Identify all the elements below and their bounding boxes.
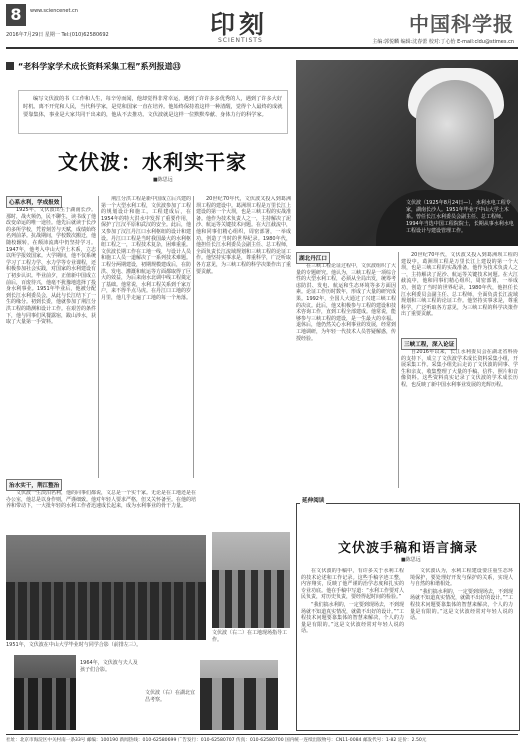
body-column-3 bbox=[196, 196, 291, 478]
box-text-4: “我们搞水利的，一定要到现场去，不到现场就不知道真实情况，就做不出好的设计。”“工程技术问题要靠集体的智慧来解决，个人的力量是有限的。”这是文伏波经常对年轻人说的话。 bbox=[410, 588, 513, 622]
family-photo-caption: 1964年，文伏波与夫人及孩子们合影。 bbox=[80, 660, 138, 673]
footer-rule bbox=[6, 734, 518, 735]
old-photo bbox=[200, 660, 278, 730]
lead-paragraph: 编写文伏波的书《工作和人生，每辛劳而闻，他却觉得非常幸运，遇到了许许多多优秀的人，遇到了许多大好时机。离不开党和人民，当代科学家，是党和国家一直在培养。他始终保持着这样一种清醒，觉得个人最终的成就要靠集体，事业是大家共同干出来的，他从不去推功。文伏波就是这样一位默默奉献、身体力行的科学家。 bbox=[18, 90, 288, 134]
subhead-mid-1: 湖北丹江口 bbox=[296, 252, 330, 264]
article-title: 文伏波：水利实干家 bbox=[58, 150, 247, 174]
box-text-3: 文伏波认为，水利工程建设要注重生态环境保护，要处理好开发与保护的关系，实现人与自然的和谐相处。 bbox=[410, 568, 513, 588]
box-text-2: “我们搞水利的，一定要到现场去，不到现场就不知道真实情况，就做不出好的设计。”“工程技术问题要靠集体的智慧来解决，个人的力量是有限的。”这是文伏波经常对年轻人说的话。 bbox=[301, 601, 404, 635]
site-photo-people bbox=[212, 570, 290, 628]
series-title: “老科学家学术成长资料采集工程”系列报道㉝ bbox=[18, 62, 181, 71]
column-divider bbox=[398, 252, 399, 488]
column-2-text: 荆江分洪工程是新中国成立后兴建的第一个大型水利工程，文伏波参加了工程的规划设计和施工。工程建成后，在1954年的特大洪水中发挥了重要作用，保护了江汉平原和武汉的安全。此后，他又参加了汉江丹江口水利枢纽的设计和建设。丹江口工程是当时我国最大的水利枢纽工程之一，工程技术复杂，困难重重。文伏波长期工作在工地一线，与设计人员和施工人员一道解决了一系列技术难题。工程分两期建设，初期规模建成后，在防洪、发电、灌溉和航运等方面都取得了巨大的效益，为后来南水北调中线工程奠定了基础。他常说，水利工程关系到千家万户，来不得半点马虎。在丹江口工地的岁月里，他几乎走遍了工地的每一个角落。 bbox=[101, 196, 191, 301]
section-en: SCIENTISTS bbox=[218, 37, 263, 44]
column-divider bbox=[98, 196, 99, 478]
box-title: 文伏波手稿和语言摘录 bbox=[338, 541, 479, 556]
column-6-text: 自2016年以来，长江水利委员会在湖北省科协的支持下，成立了文伏波学术成长资料采集小组，开展采集工作。采集小组先后走访了文伏波的同事、学生和亲友，收集整理了大量的手稿、信件、照片和音像资料。这些资料真实记录了文伏波的学术成长历程，也反映了新中国水利事业发展的光辉历程。 bbox=[401, 349, 518, 388]
header-rule bbox=[6, 47, 518, 49]
date-line bbox=[6, 31, 109, 38]
body-column-6 bbox=[401, 349, 518, 489]
box-author: ■陈思远 bbox=[401, 557, 421, 563]
page-number: 8 bbox=[6, 4, 26, 26]
site-photo-caption: 文伏波（右二）在工地现场指导工作。 bbox=[212, 630, 288, 643]
tel: Tel:(010)62580692 bbox=[61, 32, 109, 38]
subhead-left-1: 心系水利，学成报效 bbox=[6, 196, 62, 208]
subhead-mid-2: 三峡工程，深入论证 bbox=[401, 338, 457, 350]
body-column-4 bbox=[296, 263, 396, 488]
group-photo-people bbox=[6, 582, 206, 640]
column-4-text: 在三峡工程论证过程中，文伏波组织了大量的专题研究。他认为，三峡工程是一项综合性的大型水利工程，必须从全局出发，统筹考虑防洪、发电、航运和生态环境等多方面因素。论证工作历时数年，形成了大量的研究成果。1992年，全国人大通过了兴建三峡工程的决议。此后，他又积极参与工程的建设和技术咨询工作，直到工程全部建成。他常说，能够参与三峡工程的建设，是一生最大的幸福。退休后，他仍然关心水利事业的发展，经常到工地调研，为年轻一代技术人员答疑解惑，传授经验。 bbox=[296, 263, 396, 342]
article-author: ■陈思远 bbox=[153, 177, 173, 183]
site-url[interactable]: www.sciencenet.cn bbox=[30, 8, 78, 14]
box-column-1 bbox=[301, 568, 404, 726]
date: 2016年7月29日 星期一 bbox=[6, 32, 60, 38]
portrait-face bbox=[416, 80, 494, 190]
body-column-5 bbox=[401, 252, 518, 336]
family-photo-people bbox=[14, 678, 76, 731]
group-photo-caption: 1951年，文伏波在中山大学毕业时与同学合影（前排左三）。 bbox=[6, 642, 142, 648]
box-tag: 延伸阅读 bbox=[302, 498, 325, 504]
family-photo bbox=[14, 655, 76, 730]
staff-line: 主编:郭悦麟 编辑:沈春蕾 校对:丁心怡 E-mail:cldu@stimes.cn bbox=[372, 39, 514, 45]
group-photo bbox=[6, 535, 206, 640]
site-photo bbox=[212, 532, 290, 628]
column-5-text: 文伏波一生淡泊名利，他的同事们都说，文总是一个实干家。无论是在工地还是在办公室，他总是以身作则，严谨细致。他对年轻人要求严格，但又关怀备至。在他的培养和带动下，一大批年轻的水利工作者迅速成长起来，成为水利事业的骨干力量。 bbox=[6, 490, 196, 510]
body-column-1 bbox=[6, 207, 96, 477]
column-5b-text: 20世纪70年代，文伏波又投入到葛洲坝工程的建设中。葛洲坝工程是万里长江上建设的第一个大坝，也是三峡工程的实战准备。他作为技术负责人之一，主持解决了泥沙、航运等关键技术问题。在大江截流中，他和同事们精心组织，周密部署，一举成功，创造了当时的世界纪录。1980年代，他担任长江水利委员会副主任、总工程师，全面负责长江流域规划和三峡工程的论证工作。他坚持实事求是，尊重科学，广泛听取各方意见，为三峡工程的科学决策作出了重要贡献。 bbox=[401, 252, 518, 318]
column-3-text: 20世纪70年代，文伏波又投入到葛洲坝工程的建设中。葛洲坝工程是万里长江上建设的第一个大坝，也是三峡工程的实战准备。他作为技术负责人之一，主持解决了泥沙、航运等关键技术问题。在大江截流中，他和同事们精心组织，周密部署，一举成功，创造了当时的世界纪录。1980年代，他担任长江水利委员会副主任、总工程师，全面负责长江流域规划和三峡工程的论证工作。他坚持实事求是，尊重科学，广泛听取各方意见，为三峡工程的科学决策作出了重要贡献。 bbox=[196, 196, 291, 275]
subhead-left-2: 治水实干，荆江整治 bbox=[6, 479, 62, 491]
column-1-text: 1925年，文伏波出生于湖南长沙。那时，战火频仍，民不聊生，读书成了他改变命运的唯一途径。他先后就读于长沙的多所学校，凭着刻苦与天赋，成绩始终名列前茅。抗战期间，学校数次搬迁，他随校辗转，在颠沛流离中仍坚持学习。1947年，他考入中山大学土木系，立志以所学报效国家。大学期间，他不仅系统学习了工程力学、水力学等专业课程，还积极参加社会实践，对国家的水利建设有了初步认识。毕业前夕，正值新中国成立前后，百废待兴，他毫不犹豫地选择了投身水利事业。1951年毕业后，他被分配到长江水利委员会，从此与长江结下了一生的缘分。初到长委，他就参加了荆江分洪工程的勘测和设计工作。在艰苦的条件下，他与同事们风餐露宿，跋山涉水，获取了大量第一手资料。 bbox=[6, 207, 96, 326]
masthead: 中国科学报 bbox=[409, 12, 514, 36]
old-photo-caption: 文伏波（右）在湖北宜昌考察。 bbox=[145, 690, 196, 703]
body-column-2 bbox=[101, 196, 191, 478]
section-title: 印刻 bbox=[210, 10, 269, 39]
old-photo-people bbox=[200, 678, 278, 731]
box-text-1: 在文伏波的手稿中，有许多关于水利工程的技术论述和工作记录。这些手稿字迹工整，内容翔实，反映了他严谨的治学态度和扎实的专业功底。他在手稿中写道：“水利工作要对人民负责，对历史负责，要经得起时间的检验。” bbox=[301, 568, 404, 601]
portrait-caption: 文伏波（1925年8月24日—），水利水电工程专家，湖南长沙人。1951年毕业于中山大学土木系。曾任长江水利委员会副主任、总工程师。1994年当选中国工程院院士，长期从事水利水电工程设计与建设管理工作。 bbox=[406, 200, 514, 234]
body-column-1b bbox=[6, 490, 196, 530]
footer: 社址：北京市海淀区中关村南一条33号 邮编：100190 新闻热线：010-62580699 广告发行：010-62580707 传真：010-62580700 国内统一连续出版物号：CN11-0084 邮发代号：1-82 定价：2.50元 bbox=[6, 738, 427, 743]
box-column-2 bbox=[410, 568, 513, 726]
series-marker-icon bbox=[6, 62, 14, 70]
column-divider bbox=[193, 196, 194, 478]
